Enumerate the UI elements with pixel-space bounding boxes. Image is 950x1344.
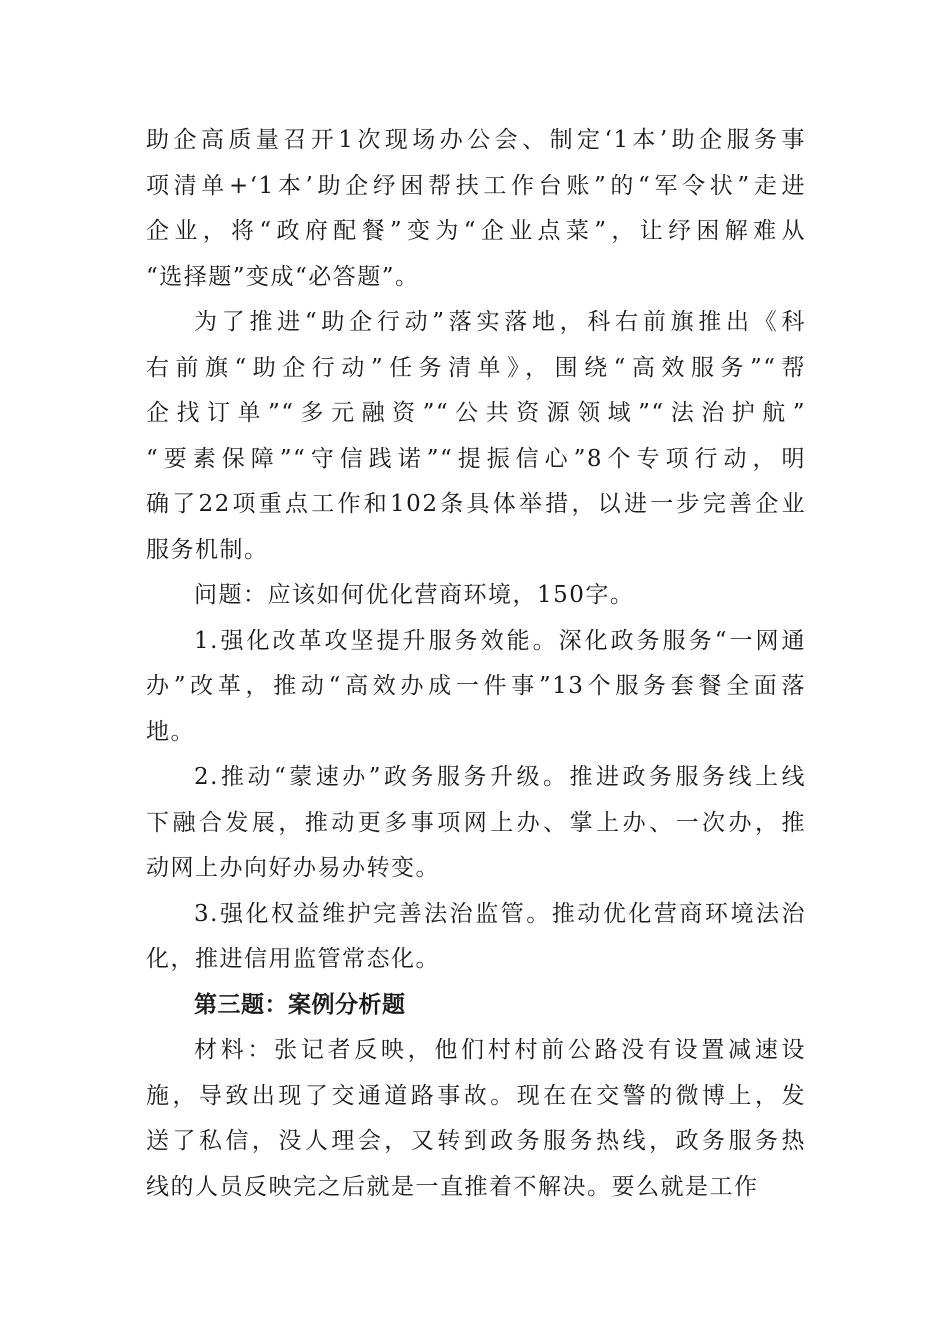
text-line: 第三题：案例分析题 (194, 991, 406, 1018)
body-paragraph (146, 300, 806, 573)
text-line: 为了推进“助企行动”落实落地，科右前旗推出《科 (194, 309, 806, 335)
body-paragraph (146, 755, 806, 892)
body-paragraph (146, 892, 806, 983)
body-paragraph (146, 619, 806, 756)
body-paragraph (146, 118, 806, 300)
text-line: 施，导致出现了交通道路事故。现在在交警的微博上，发 (146, 1082, 806, 1109)
text-line: 送了私信，没人理会，又转到政务服务热线，政务服务热 (146, 1128, 806, 1154)
text-line: 动网上办向好办易办转变。 (146, 855, 440, 881)
section-heading (146, 983, 806, 1029)
text-line: 1.强化改革攻坚提升服务效能。深化政务服务“一网通 (194, 627, 806, 654)
text-line: 材料：张记者反映，他们村村前公路没有设置减速设 (194, 1037, 806, 1063)
text-line: “选择题”变成“必答题”。 (146, 263, 420, 290)
text-line: “要素保障”“守信践诺”“提振信心”8个专项行动，明 (146, 445, 806, 472)
text-line: 确了22项重点工作和102条具体举措，以进一步完善企业 (146, 491, 806, 517)
text-line: 企业，将“政府配餐”变为“企业点菜”，让纾困解难从 (146, 218, 806, 244)
body-paragraph (146, 573, 806, 619)
text-line: 化，推进信用监管常态化。 (146, 946, 440, 972)
text-line: 服务机制。 (146, 536, 269, 563)
text-line: 办”改革，推动“高效办成一件事”13个服务套餐全面落 (146, 673, 806, 699)
text-line: 地。 (146, 718, 195, 745)
text-line: 下融合发展，推动更多事项网上办、掌上办、一次办，推 (146, 809, 806, 836)
text-line: 3.强化权益维护完善法治监管。推动优化营商环境法治 (194, 900, 806, 927)
text-line: 右前旗“助企行动”任务清单》，围绕“高效服务”“帮 (146, 354, 806, 381)
text-line: 项清单+‘1本’助企纾困帮扶工作台账”的“军令状”走进 (146, 172, 806, 199)
text-line: 2.推动“蒙速办”政务服务升级。推进政务服务线上线 (194, 764, 806, 790)
document-body (146, 118, 806, 1210)
text-line: 线的人员反映完之后就是一直推着不解决。要么就是工作 (146, 1173, 759, 1200)
text-line: 企找订单”“多元融资”“公共资源领域”“法治护航” (146, 400, 806, 426)
text-line: 助企高质量召开1次现场办公会、制定‘1本’助企服务事 (146, 127, 806, 153)
body-paragraph (146, 1028, 806, 1210)
text-line: 问题：应该如何优化营商环境，150字。 (194, 582, 635, 608)
